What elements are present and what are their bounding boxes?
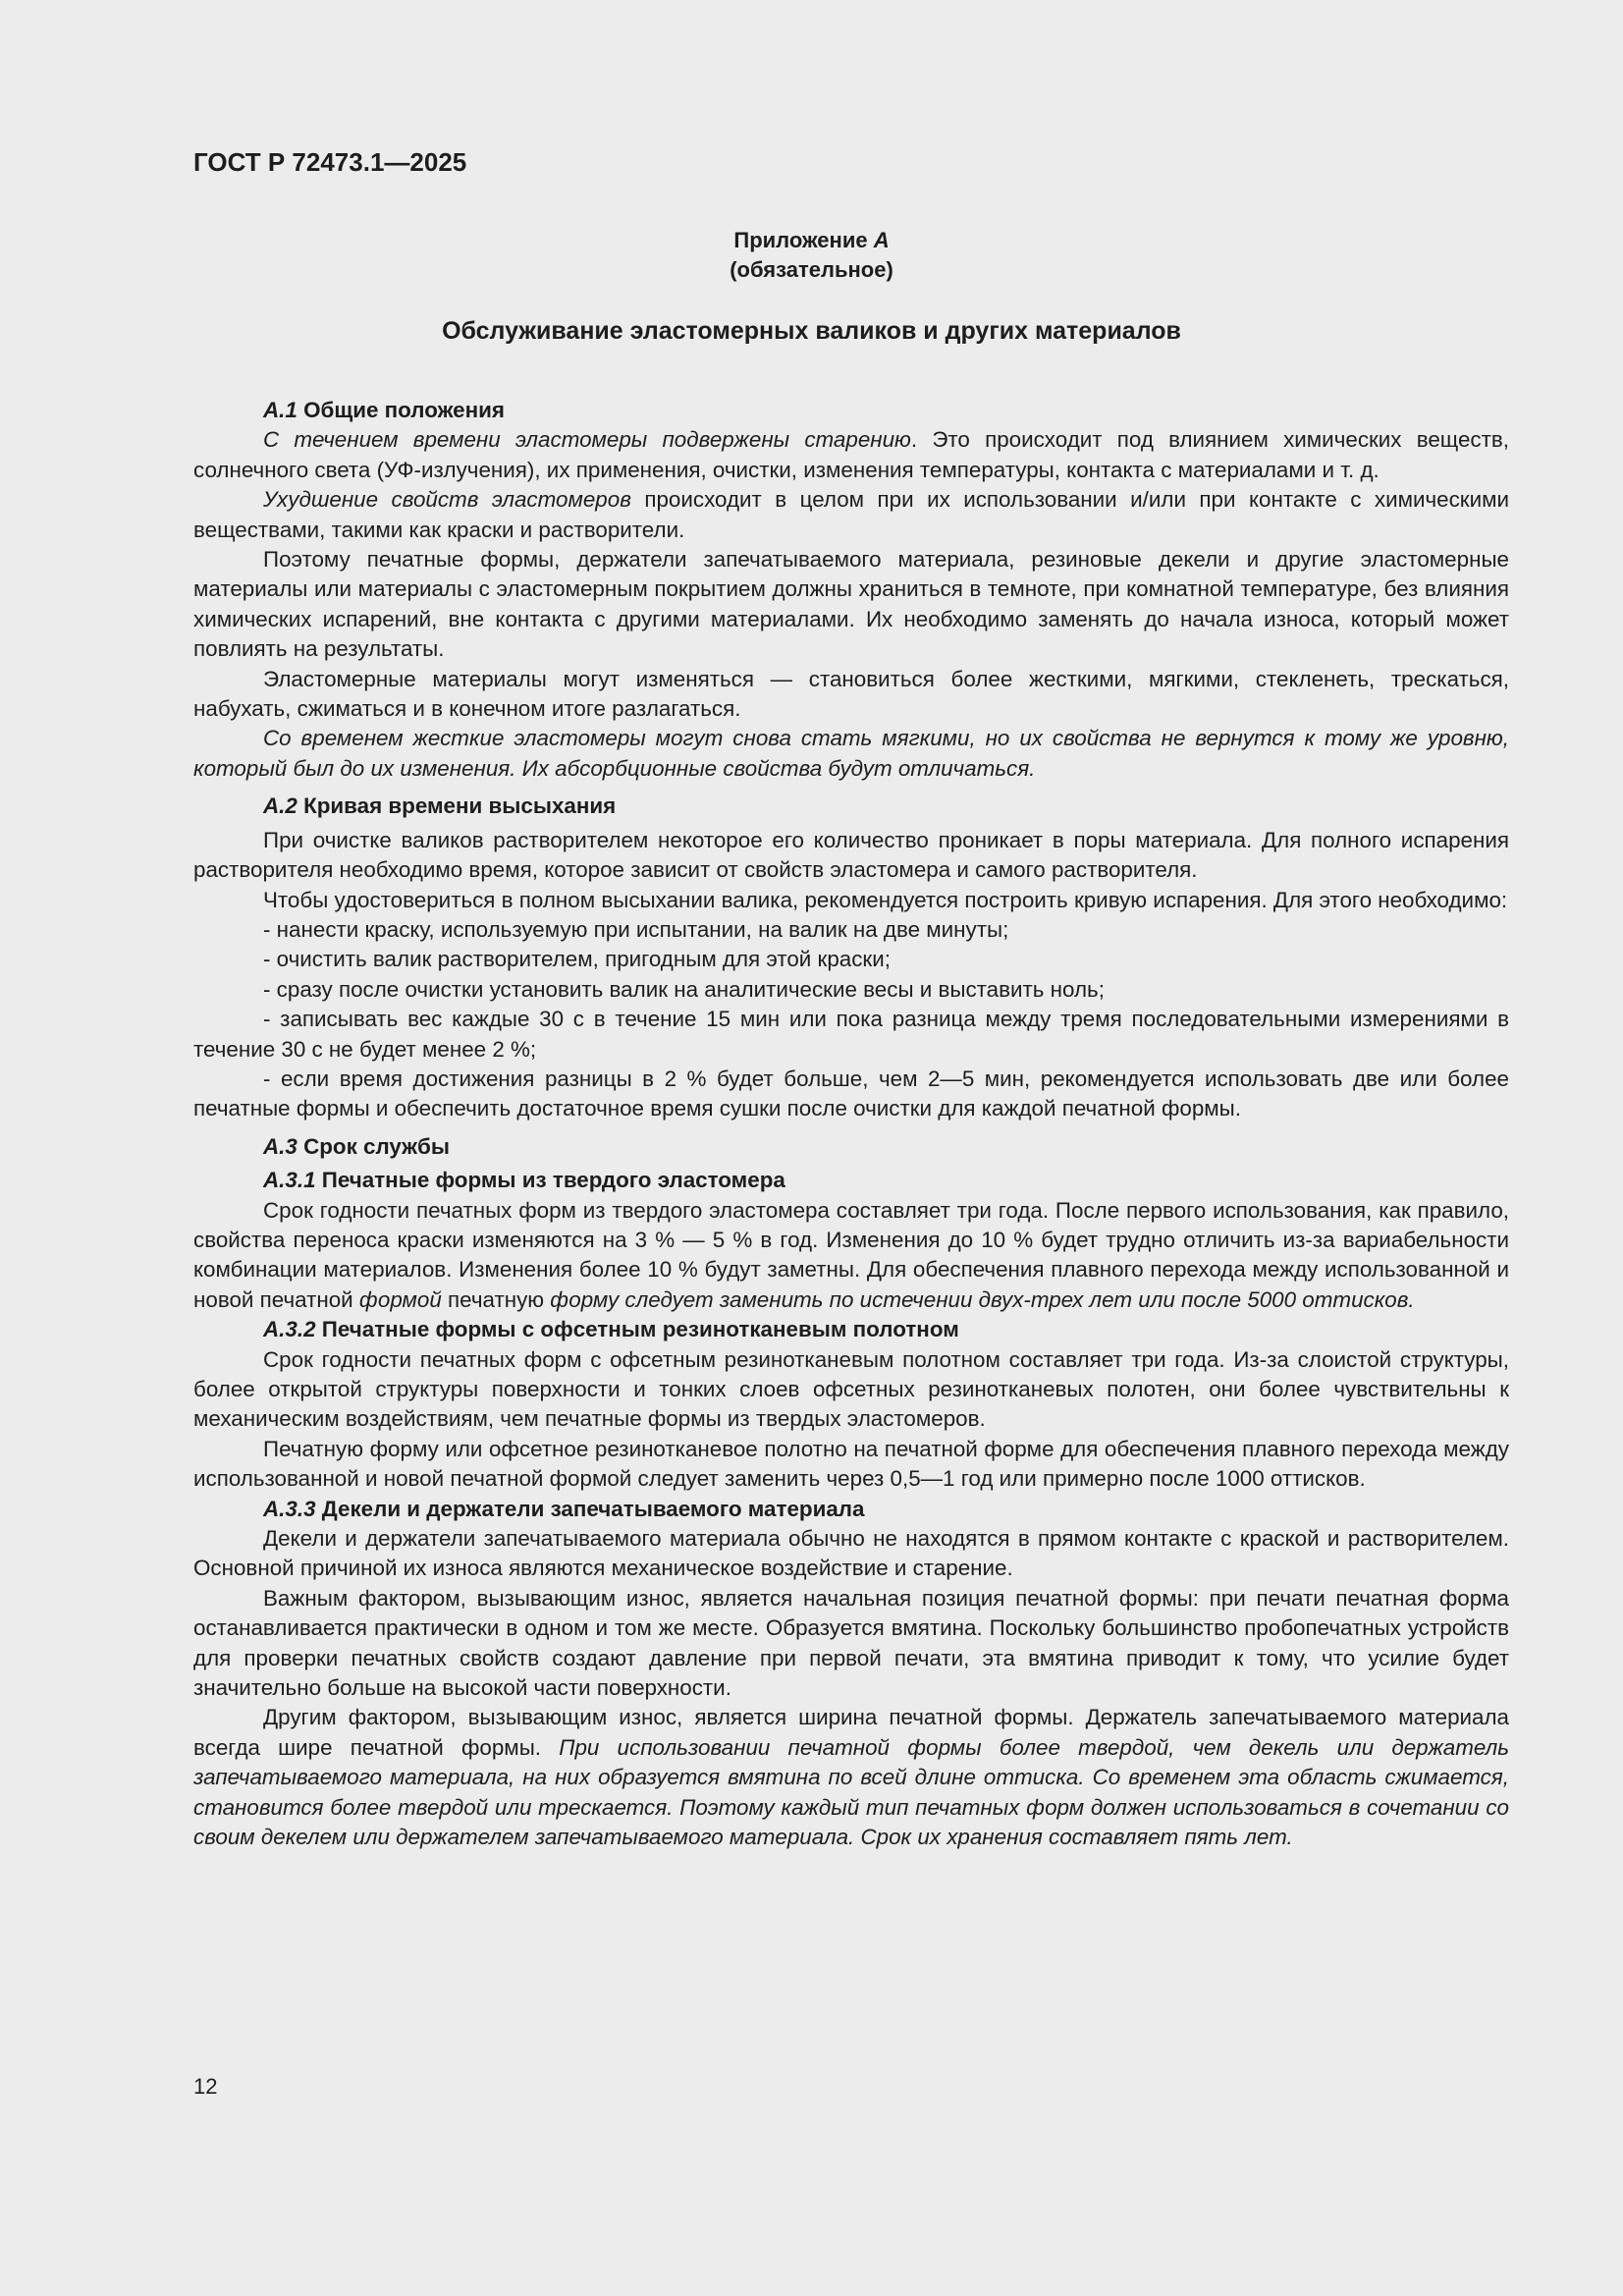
paragraph: Ухудшение свойств эластомеров происходит в целом при их использовании и/или при контакте с химическими веществами, такими как краски и растворители.: [193, 487, 1510, 542]
paragraph: Эластомерные материалы могут изменяться — становиться более жесткими, мягкими, стекленеть, трескаться, набухать, сжиматься и в конечном итоге разлагаться.: [193, 666, 1509, 722]
appendix-title: Обслуживание эластомерных валиков и других материалов: [442, 317, 1181, 345]
list-item: - если время достижения разницы в 2 % будет больше, чем 2—5 мин, рекомендуется использовать две или более печатные формы и обеспечить достаточное время сушки после очистки для каждой печатной формы.: [193, 1066, 1509, 1121]
appendix-label: Приложение А: [733, 228, 890, 252]
paragraph: Чтобы удостовериться в полном высыхании валика, рекомендуется построить кривую испарения. Для этого необходимо:: [263, 887, 1508, 912]
section-heading-a1: А.1 Общие положения: [263, 398, 505, 422]
paragraph: Другим фактором, вызывающим износ, является ширина печатной формы. Держатель запечатываемого материала всегда шире печатной формы. При использовании печатной формы более твердой, чем декель или держатель запечатываемого материала, на них образуется вмятина по всей длине оттиска. Со временем эта область сжимается, становится более твердой или трескается. Поэтому каждый тип печатных форм должен использоваться в сочетании со своим декелем или держателем запечатываемого материала. Срок их хранения составляет пять лет.: [193, 1705, 1509, 1850]
subsection-heading-a32: А.3.2 Печатные формы с офсетным резинотканевым полотном: [263, 1317, 959, 1342]
list-item: - записывать вес каждые 30 с в течение 15 мин или пока разница между тремя последовательными измерениями в течение 30 с не будет менее 2 %;: [193, 1007, 1509, 1062]
appendix-letter: А: [873, 228, 890, 252]
list-item: - очистить валик растворителем, пригодным для этой краски;: [263, 947, 891, 972]
appendix-heading: [0, 226, 1623, 285]
document-body: [193, 396, 1509, 1853]
paragraph: При очистке валиков растворителем некоторое его количество проникает в поры материала. Для полного испарения растворителя необходимо время, которое зависит от свойств эластомера и самого растворителя.: [193, 827, 1509, 883]
section-heading-a3: А.3 Срок службы: [263, 1133, 450, 1159]
page-number: 12: [193, 2074, 218, 2099]
paragraph: Со временем жесткие эластомеры могут снова стать мягкими, но их свойства не вернутся к тому же уровню, который был до их изменения. Их абсорбционные свойства будут отличаться.: [193, 726, 1509, 781]
paragraph: Срок годности печатных форм из твердого эластомера составляет три года. После первого использования, как правило, свойства переноса краски изменяются на 3 % — 5 % в год. Изменения до 10 % будет трудно отличить из-за вариабельности комбинации материалов. Изменения более 10 % будут заметны. Для обеспечения плавного перехода между использованной и новой печатной формой печатную форму следует заменить по истечении двух-трех лет или после 5000 оттисков.: [193, 1197, 1509, 1312]
paragraph: Важным фактором, вызывающим износ, является начальная позиция печатной формы: при печати печатная форма останавливается практически в одном и том же месте. Образуется вмятина. Поскольку большинство пробопечатных устройств для проверки печатных свойств создают давление при первой печати, эта вмятина приводит к тому, что усилие будет значительно больше на высокой части поверхности.: [193, 1585, 1509, 1701]
subsection-heading-a31: А.3.1 Печатные формы из твердого эластомера: [263, 1168, 785, 1193]
subsection-heading-a33: А.3.3 Декели и держатели запечатываемого материала: [263, 1496, 865, 1521]
section-heading-a2: А.2 Кривая времени высыхания: [263, 793, 617, 819]
appendix-status: (обязательное): [730, 257, 893, 282]
paragraph: Срок годности печатных форм с офсетным резинотканевым полотном составляет три года. Из-за слоистой структуры, более открытой структуры поверхности и тонких слоев офсетных резинотканевых полотен, они более чувствительны к механическим воздействиям, чем печатные формы из твердых эластомеров.: [193, 1346, 1509, 1432]
paragraph: Печатную форму или офсетное резинотканевое полотно на печатной форме для обеспечения плавного перехода между использованной и новой печатной формой следует заменить через 0,5—1 год или примерно после 1000 оттисков.: [193, 1436, 1509, 1492]
paragraph: С течением времени эластомеры подвержены старению. Это происходит под влиянием химических веществ, солнечного света (УФ-излучения), их применения, очистки, изменения температуры, контакта с материалами и т. д.: [193, 427, 1509, 482]
document-code-header: ГОСТ Р 72473.1—2025: [193, 147, 467, 177]
list-item: - сразу после очистки установить валик на аналитические весы и выставить ноль;: [263, 976, 1105, 1002]
paragraph: Декели и держатели запечатываемого материала обычно не находятся в прямом контакте с краской и растворителем. Основной причиной их износа являются механическое воздействие и старение.: [193, 1526, 1509, 1581]
paragraph: Поэтому печатные формы, держатели запечатываемого материала, резиновые декели и другие эластомерные материалы или материалы с эластомерным покрытием должны храниться в темноте, при комнатной температуре, без влияния химических испарений, вне контакта с другими материалами. Их необходимо заменять до начала износа, который может повлиять на результаты.: [193, 547, 1509, 662]
list-item: - нанести краску, используемую при испытании, на валик на две минуты;: [263, 916, 1009, 942]
